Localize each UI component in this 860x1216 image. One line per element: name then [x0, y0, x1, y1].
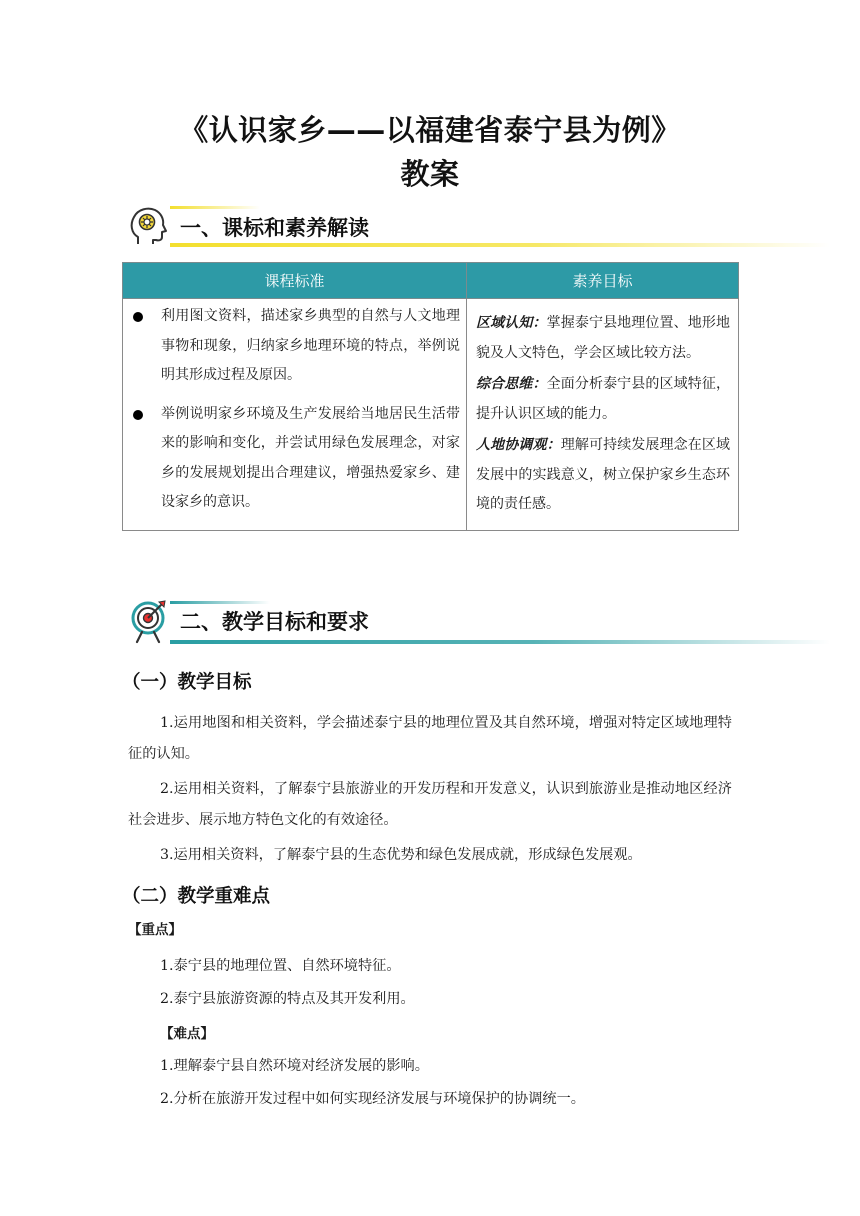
- document-subtitle: 教案: [400, 157, 460, 191]
- col-header-standards: 课程标准: [123, 263, 467, 299]
- section2-underline: [170, 640, 830, 644]
- idea-head-icon: [128, 204, 170, 252]
- bullet-icon: [133, 312, 143, 322]
- goals-cell: [467, 299, 739, 531]
- standards-table: [122, 262, 739, 531]
- target-icon: [128, 598, 170, 646]
- standards-cell: [123, 299, 467, 531]
- key-point-item: 2.泰宁县旅游资源的特点及其开发利用。: [160, 991, 415, 1007]
- section2-header: [128, 598, 830, 648]
- bullet-icon: [133, 410, 143, 420]
- goal-item: 人地协调观：理解可持续发展理念在区域发展中的实践意义，树立保护家乡生态环境的责任感。: [476, 437, 731, 512]
- col-header-goals: 素养目标: [467, 263, 739, 299]
- teaching-goal-item: 1.运用地图和相关资料，学会描述泰宁县的地理位置及其自然环境，增强对特定区域地理特征的认知。: [128, 715, 732, 762]
- key-point-item: 1.泰宁县的地理位置、自然环境特征。: [160, 958, 401, 974]
- document-title: 《认识家乡——以福建省泰宁县为例》: [179, 113, 681, 147]
- teaching-goal-item: 2.运用相关资料，了解泰宁县旅游业的开发历程和开发意义，认识到旅游业是推动地区经济社会进步、展示地方特色文化的有效途径。: [128, 781, 732, 828]
- standard-item: 利用图文资料，描述家乡典型的自然与人文地理事物和现象，归纳家乡地理环境的特点，举例说明其形成过程及原因。: [123, 302, 466, 391]
- goal-item: 区域认知：掌握泰宁县地理位置、地形地貌及人文特色，学会区域比较方法。: [476, 315, 731, 361]
- section1-title: 一、课标和素养解读: [180, 216, 369, 240]
- key-points-label: 【重点】: [128, 922, 182, 938]
- subsection-key-points: （二）教学重难点: [122, 886, 271, 907]
- teaching-goal-item: 3.运用相关资料，了解泰宁县的生态优势和绿色发展成就，形成绿色发展观。: [160, 847, 642, 863]
- goal-item: 综合思维：全面分析泰宁县的区域特征，提升认识区域的能力。: [476, 376, 731, 422]
- section1-header: [128, 204, 830, 254]
- section1-underline: [170, 243, 830, 247]
- difficult-point-item: 1.理解泰宁县自然环境对经济发展的影响。: [160, 1058, 429, 1074]
- difficult-points-label: 【难点】: [160, 1026, 214, 1042]
- section2-title: 二、教学目标和要求: [180, 610, 369, 634]
- subsection-teaching-goals: （一）教学目标: [122, 672, 252, 693]
- difficult-point-item: 2.分析在旅游开发过程中如何实现经济发展与环境保护的协调统一。: [160, 1091, 585, 1107]
- standard-item: 举例说明家乡环境及生产发展给当地居民生活带来的影响和变化，并尝试用绿色发展理念，对家乡的发展规划提出合理建议，增强热爱家乡、建设家乡的意识。: [123, 400, 466, 518]
